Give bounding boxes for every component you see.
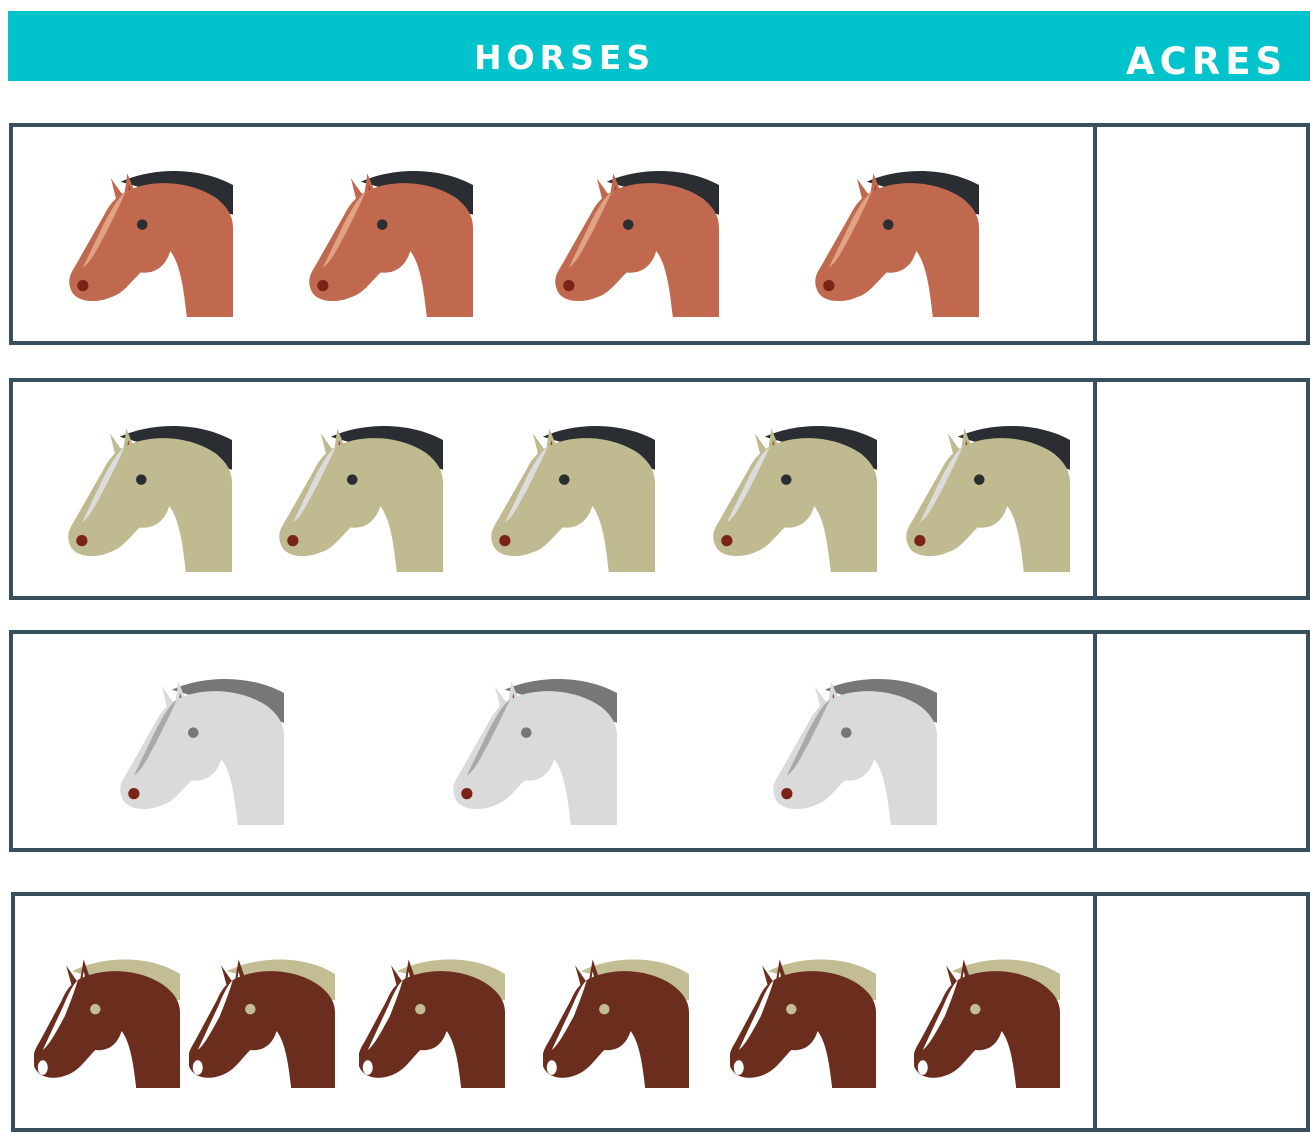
tan-horse-icon	[905, 407, 1070, 572]
brown-horse-icon	[308, 152, 473, 317]
tan-horse-icon	[67, 407, 232, 572]
brown-horse-icon	[68, 152, 233, 317]
acres-column-title: ACRES	[1126, 40, 1288, 83]
white-horse-icon	[119, 660, 284, 825]
dark-brown-horse-icon	[359, 942, 505, 1088]
brown-horse-icon	[814, 152, 979, 317]
dark-brown-horse-icon	[914, 942, 1060, 1088]
white-horse-icon	[772, 660, 937, 825]
dark-brown-horse-icon	[730, 942, 876, 1088]
acres-answer-box-3[interactable]	[1093, 630, 1310, 852]
dark-brown-horse-icon	[543, 942, 689, 1088]
tan-horse-icon	[490, 407, 655, 572]
tan-horse-icon	[712, 407, 877, 572]
dark-brown-horse-icon	[34, 942, 180, 1088]
header-bar	[8, 11, 1310, 81]
horses-column-title: HORSES	[474, 38, 656, 77]
dark-brown-horse-icon	[189, 942, 335, 1088]
tan-horse-icon	[278, 407, 443, 572]
white-horse-icon	[452, 660, 617, 825]
acres-answer-box-1[interactable]	[1093, 123, 1310, 345]
acres-answer-box-4[interactable]	[1093, 892, 1310, 1132]
brown-horse-icon	[554, 152, 719, 317]
acres-answer-box-2[interactable]	[1093, 378, 1310, 600]
